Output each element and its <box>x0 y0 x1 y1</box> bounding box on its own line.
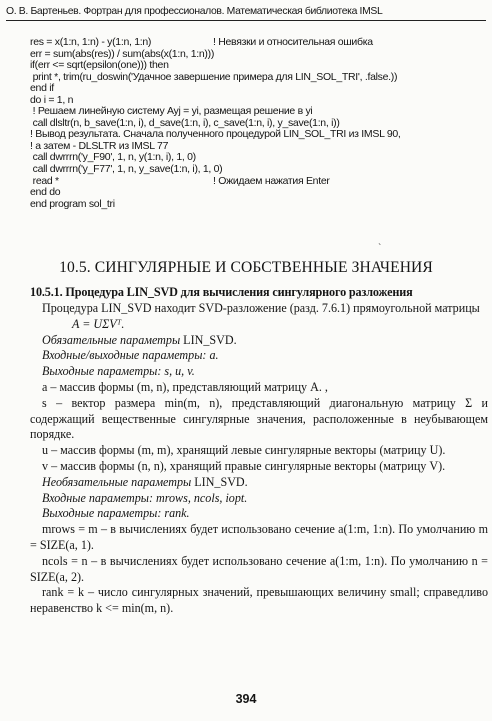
inout-value: : a. <box>202 348 219 363</box>
intro-paragraph: Процедура LIN_SVD находит SVD-разложение (разд. 7.6.1) прямоугольной матрицы <box>42 301 480 315</box>
page-number: 394 <box>235 692 257 706</box>
output2-params <box>30 506 488 522</box>
code-text: ! Решаем линейную систему Ayj = yi, размещая решение в yi <box>30 105 313 118</box>
inout-label: Входные/выходные параметры <box>42 348 203 363</box>
code-line <box>30 83 488 95</box>
code-text: ! Вывод результата. Сначала полученного процедурой LIN_SOL_TRI из IMSL 90, <box>30 128 401 141</box>
param-a-description: a – массив формы (m, n), представляющий матрицу A. , <box>42 379 328 394</box>
output2-value: : rank. <box>157 506 190 521</box>
input-params <box>30 491 488 507</box>
body-text <box>30 301 488 617</box>
code-comment: ! Невязки и относительная ошибка <box>213 36 373 48</box>
code-text: err = sum(abs(res)) / sum(abs(x(1:n, 1:n))) <box>30 47 215 60</box>
svd-formula: A = UΣVᵀ. <box>72 316 125 331</box>
code-line <box>30 72 488 84</box>
section-title: 10.5. СИНГУЛЯРНЫЕ И СОБСТВЕННЫЕ ЗНАЧЕНИЯ <box>59 259 433 276</box>
required-value: LIN_SVD. <box>180 332 237 347</box>
code-comment: ! Ожидаем нажатия Enter <box>213 174 330 187</box>
output2-label: Выходные параметры <box>42 506 158 521</box>
param-u-description: u – массив формы (m, m), хранящий левые сингулярные векторы (матрицу U). <box>42 443 446 458</box>
optional-value: LIN_SVD. <box>191 474 248 489</box>
output-params <box>30 364 488 380</box>
code-text: do i = 1, n <box>30 93 74 106</box>
code-text: end if <box>30 82 54 95</box>
output-label: Выходные параметры <box>42 364 158 379</box>
code-text: call dwrrrn('y_F77', 1, n, y_save(1:n, i), 1, 0) <box>30 163 223 176</box>
code-text: call dlsltr(n, b_save(1:n, i), d_save(1:n, i), c_save(1:n, i), y_save(1:n, i)) <box>30 116 340 129</box>
param-rank-description: rank = k – число сингулярных значений, превышающих величину small; справедливо неравенство k <= min(m, n). <box>30 585 488 616</box>
code-text: read * <box>30 174 59 187</box>
stray-mark: ˋ <box>378 243 382 254</box>
required-params <box>30 333 488 349</box>
code-listing <box>30 37 488 210</box>
param-mrows-description: mrows = m – в вычислениях будет использовано сечение a(1:m, 1:n). По умолчанию m = SIZE(a, 1). <box>30 522 488 552</box>
input-label: Входные параметры <box>42 490 149 505</box>
subsection-title: 10.5.1. Процедура LIN_SVD для вычисления сингулярного разложения <box>30 285 413 299</box>
code-text: end do <box>30 186 61 199</box>
code-line <box>30 176 488 188</box>
code-line <box>30 164 488 176</box>
required-label: Обязательные параметры <box>42 332 181 347</box>
code-text: print *, trim(ru_doswin('Удачное завершение примера для LIN_SOL_TRI', .false.)) <box>30 70 398 83</box>
code-text: ! а затем - DLSLTR из IMSL 77 <box>30 139 169 152</box>
inout-params <box>30 348 488 364</box>
param-ncols-description: ncols = n – в вычислениях будет использовано сечение a(1:m, 1:n). По умолчанию n = SIZE(a, 2). <box>30 553 488 584</box>
code-text: call dwrrrn('y_F90', 1, n, y(1:n, i), 1, 0) <box>30 151 196 164</box>
param-s-description: s – вектор размера min(m, n), представляющий диагональную матрицу Σ и содержащий вещественные сингулярные значения, расположенные в неубывающем порядке. <box>30 395 488 442</box>
code-text: end program sol_tri <box>30 197 115 210</box>
code-text: res = x(1:n, 1:n) - y(1:n, 1:n) <box>30 36 152 48</box>
code-text: if(err <= sqrt(epsilon(one))) then <box>30 59 169 72</box>
param-v-description: v – массив формы (n, n), хранящий правые сингулярные векторы (матрицу V). <box>42 458 446 473</box>
input-value: : mrows, ncols, iopt. <box>148 490 248 505</box>
running-header: О. В. Бартеньев. Фортран для профессионалов. Математическая библиотека IMSL <box>6 6 486 21</box>
output-value: : s, u, v. <box>157 364 195 379</box>
code-line <box>30 199 488 211</box>
optional-label: Необязательные параметры <box>42 474 192 489</box>
optional-params <box>30 475 488 491</box>
